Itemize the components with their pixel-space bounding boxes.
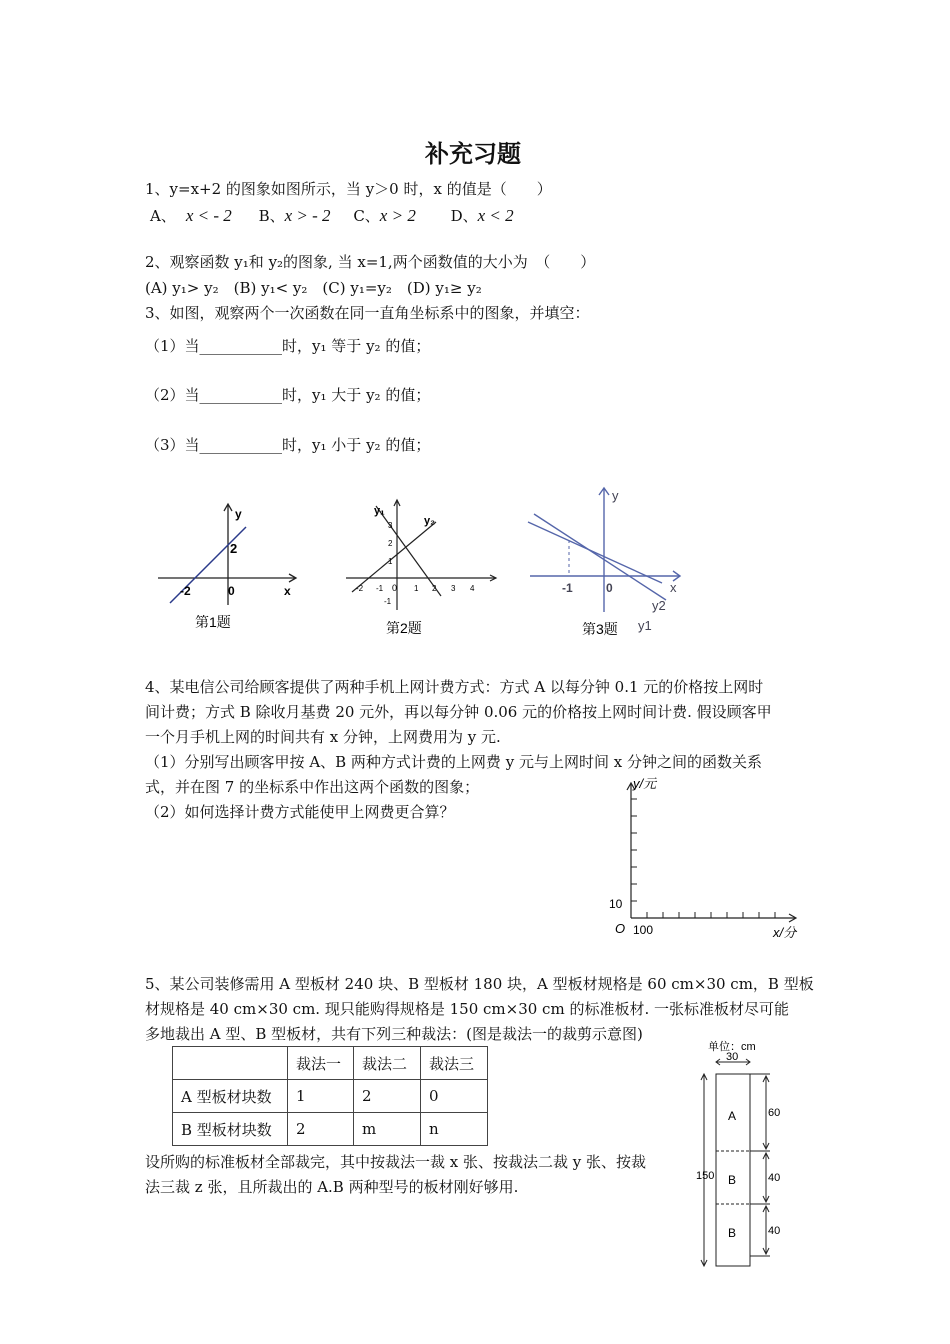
q5-cut-diagram: [688, 1034, 798, 1270]
q1-opt-c-label: C、: [353, 207, 380, 225]
fig1-origin: 0: [228, 584, 235, 598]
fig3-y-label: y: [612, 488, 619, 503]
fig2-tick-x: 3: [451, 584, 456, 593]
cut-dim-40a: 40: [768, 1172, 781, 1184]
fig2-caption: 第2题: [386, 620, 422, 636]
q4-graph-xlabel: x/分: [773, 925, 797, 940]
table-cell: n: [421, 1113, 488, 1146]
q1-opt-b-label: B、: [258, 207, 285, 225]
q1-opt-d-label: D、: [450, 207, 478, 225]
fig3-y1-label: y1: [638, 618, 652, 633]
fig1-caption: 第1题: [195, 614, 231, 630]
q1-stem: 1、y=x+2 的图象如图所示，当 y＞0 时，x 的值是（ ）: [145, 180, 552, 198]
q3-line1: （1）当___________时，y₁ 等于 y₂ 的值；: [145, 337, 431, 355]
cut-piece-b1: B: [728, 1173, 737, 1187]
q4-graph-x100: 100: [633, 923, 654, 937]
fig3-origin: 0: [606, 581, 613, 595]
q4-para2: 间计费；方式 B 除收月基费 20 元外，再以每分钟 0.06 元的价格按上网时间计费. 假设顾客甲: [145, 703, 772, 721]
table-cell: A 型板材块数: [173, 1080, 288, 1113]
fig3-line-y1: [534, 514, 666, 600]
fig1-y-label: y: [235, 507, 242, 521]
cut-dim-40b: 40: [768, 1225, 781, 1237]
cut-dim-60: 60: [768, 1107, 781, 1119]
fig2-tick-y: 2: [388, 539, 393, 548]
q3-line3: （3）当___________时，y₁ 小于 y₂ 的值；: [145, 436, 431, 454]
fig2-tick-x: 1: [414, 584, 419, 593]
table-header-cell: 裁法二: [354, 1047, 421, 1080]
q4-sub1b: 式，并在图 7 的坐标系中作出这两个函数的图象；: [145, 778, 480, 796]
fig3-caption: 第3题: [582, 621, 618, 637]
table-cell: 2: [288, 1113, 354, 1146]
q5-para1: 5、某公司装修需用 A 型板材 240 块、B 型板材 180 块，A 型板材规格是 60 cm×30 cm，B 型板: [145, 975, 814, 993]
table-header-cell: 裁法一: [288, 1047, 354, 1080]
fig2-tick-x: 4: [470, 584, 475, 593]
q5-para3: 多地裁出 A 型、B 型板材，共有下列三种裁法：(图是裁法一的裁剪示意图): [145, 1025, 643, 1043]
fig1-two: 2: [230, 541, 238, 556]
cut-width-label: 30: [726, 1051, 739, 1063]
q1-opt-c: x > 2: [379, 206, 416, 225]
q4-sub1a: （1）分别写出顾客甲按 A、B 两种方式计费的上网费 y 元与上网时间 x 分钟之间的函数关系: [145, 753, 762, 771]
table-row: [173, 1113, 488, 1146]
q4-para3: 一个月手机上网的时间共有 x 分钟，上网费用为 y 元.: [145, 728, 501, 746]
fig2-tick-x: -1: [376, 584, 384, 593]
figure-2: [338, 490, 503, 640]
fig2-line-y2: [352, 522, 436, 592]
cut-piece-b2: B: [728, 1226, 737, 1240]
cut-unit-label: 单位：cm: [708, 1041, 756, 1053]
q1-opt-a-label: A、: [150, 207, 176, 225]
q3-line2: （2）当___________时，y₁ 大于 y₂ 的值；: [145, 386, 431, 404]
fig3-m1: -1: [562, 581, 573, 595]
fig2-tick-y: 3: [388, 521, 393, 530]
fig3-line-y2: [528, 522, 662, 583]
fig1-m2: -2: [180, 584, 191, 598]
fig3-y2-label: y2: [652, 598, 666, 613]
q1-opt-a: x < - 2: [185, 206, 232, 225]
page-title: 补充习题: [425, 139, 521, 168]
table-header-cell: 裁法三: [421, 1047, 488, 1080]
table-header-row: [173, 1047, 488, 1080]
q3-stem: 3、如图，观察两个一次函数在同一直角坐标系中的图象，并填空：: [145, 304, 590, 322]
q1-options: [150, 205, 514, 226]
q1-opt-d: x < 2: [477, 206, 514, 225]
table-cell: m: [354, 1113, 421, 1146]
figure-3: [520, 482, 695, 642]
table-header-cell: [173, 1047, 288, 1080]
q4-graph-y10: 10: [609, 897, 623, 911]
table-cell: B 型板材块数: [173, 1113, 288, 1146]
fig2-tick-x: -2: [356, 584, 364, 593]
fig2-tick-y: 1: [388, 557, 393, 566]
q5-para2: 材规格是 40 cm×30 cm. 现只能购得规格是 150 cm×30 cm 的标准板材. 一张标准板材尽可能: [145, 1000, 789, 1018]
q5-after1: 设所购的标准板材全部裁完，其中按裁法一裁 x 张、按裁法二裁 y 张、按裁: [145, 1153, 647, 1171]
fig2-tick-x: 2: [432, 584, 437, 593]
fig2-y2-label: y₂: [424, 515, 436, 527]
fig2-tick-y: -1: [384, 597, 392, 606]
q1-opt-b: x > - 2: [284, 206, 331, 225]
q4-graph-origin: O: [615, 921, 626, 936]
cut-piece-a: A: [728, 1109, 737, 1123]
q2-stem: 2、观察函数 y₁和 y₂的图象, 当 x=1,两个函数值的大小为 （ ）: [145, 253, 596, 271]
cut-height-label: 150: [696, 1170, 715, 1182]
q5-after2: 法三裁 z 张，且所裁出的 A.B 两种型号的板材刚好够用.: [145, 1178, 519, 1196]
q4-sub2: （2）如何选择计费方式能使甲上网费更合算？: [145, 803, 455, 821]
fig3-x-label: x: [670, 580, 677, 595]
figure-1: [150, 495, 310, 640]
q5-table: [172, 1046, 488, 1146]
fig2-origin: 0: [392, 583, 398, 593]
table-row: [173, 1080, 488, 1113]
fig1-x-label: x: [284, 584, 291, 598]
table-cell: 0: [421, 1080, 488, 1113]
q4-para1: 4、某电信公司给顾客提供了两种手机上网计费方式：方式 A 以每分钟 0.1 元的价格按上网时: [145, 678, 764, 696]
q4-graph: [605, 772, 815, 947]
q2-options: (A) y₁> y₂ (B) y₁< y₂ (C) y₁=y₂ (D) y₁≥ y₂: [145, 279, 482, 297]
q4-graph-ylabel: y/元: [633, 776, 657, 791]
table-cell: 1: [288, 1080, 354, 1113]
table-cell: 2: [354, 1080, 421, 1113]
fig2-y1-label: y₁: [374, 505, 385, 517]
